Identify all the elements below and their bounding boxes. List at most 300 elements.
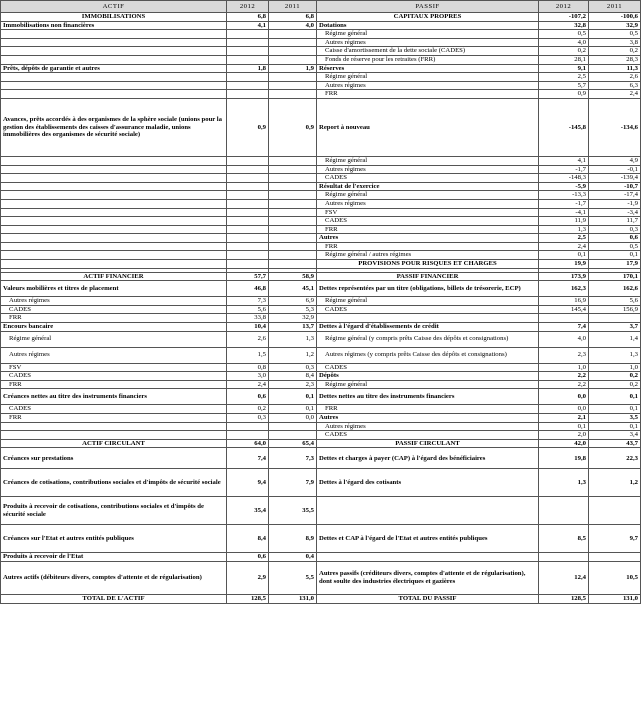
actif-label	[1, 422, 227, 431]
passif-label: Autres régimes	[317, 199, 539, 208]
passif-2011-value: -100,6	[589, 13, 641, 22]
actif-2011-value: 8,4	[269, 372, 317, 381]
passif-2012-value: 4,0	[539, 331, 589, 347]
passif-label: PASSIF FINANCIER	[317, 272, 539, 281]
passif-2011-value: 0,2	[589, 380, 641, 389]
actif-2011-value: 1,9	[269, 64, 317, 73]
table-row	[1, 199, 641, 208]
actif-2011-value: 5,5	[269, 561, 317, 594]
actif-2012-value: 7,4	[227, 448, 269, 469]
passif-2011-value: 0,1	[589, 405, 641, 414]
passif-2012-value: 2,2	[539, 372, 589, 381]
actif-2012-value: 4,1	[227, 21, 269, 30]
actif-2011-value: 1,3	[269, 331, 317, 347]
passif-2012-value	[539, 553, 589, 562]
passif-2012-value: 28,1	[539, 55, 589, 64]
table-row	[1, 182, 641, 191]
passif-2012-value: 2,0	[539, 431, 589, 440]
actif-2011-value	[269, 251, 317, 260]
passif-2012-value: 12,4	[539, 561, 589, 594]
actif-2012-value	[227, 217, 269, 226]
passif-label: Régime général	[317, 380, 539, 389]
actif-2011-value: 6,8	[269, 13, 317, 22]
actif-label: FRR	[1, 314, 227, 323]
table-row	[1, 98, 641, 156]
passif-label: Dettes nettes au titre des instruments financiers	[317, 389, 539, 405]
actif-2011-value: 7,3	[269, 448, 317, 469]
table-row	[1, 323, 641, 332]
actif-2011-value: 0,1	[269, 405, 317, 414]
actif-label	[1, 174, 227, 183]
table-row	[1, 372, 641, 381]
passif-2012-value: 4,0	[539, 38, 589, 47]
actif-2012-value	[227, 81, 269, 90]
actif-label: FRR	[1, 414, 227, 423]
actif-2012-value: 3,0	[227, 372, 269, 381]
passif-label: CADES	[317, 363, 539, 372]
actif-2012-value: 0,8	[227, 363, 269, 372]
actif-2012-value: 1,8	[227, 64, 269, 73]
actif-2012-value	[227, 38, 269, 47]
actif-2012-value: 5,6	[227, 305, 269, 314]
passif-2011-value: 11,7	[589, 217, 641, 226]
actif-label	[1, 47, 227, 56]
actif-2011-value: 35,5	[269, 497, 317, 525]
actif-2012-value	[227, 225, 269, 234]
actif-label	[1, 90, 227, 99]
table-row	[1, 55, 641, 64]
passif-label: Dettes et charges à payer (CAP) à l'égard des bénéficiaires	[317, 448, 539, 469]
actif-2012-value: 1,5	[227, 347, 269, 363]
passif-2011-value: -1,9	[589, 199, 641, 208]
passif-2012-value: 0,0	[539, 389, 589, 405]
actif-label: Immobilisations non financières	[1, 21, 227, 30]
actif-label: Autres régimes	[1, 297, 227, 306]
actif-2012-value: 2,9	[227, 561, 269, 594]
header-actif-2012: 2012	[227, 1, 269, 13]
passif-label: Dépôts	[317, 372, 539, 381]
actif-2012-value: 9,4	[227, 469, 269, 497]
passif-2011-value: 10,5	[589, 561, 641, 594]
actif-label: Prêts, dépôts de garantie et autres	[1, 64, 227, 73]
passif-2012-value: 4,1	[539, 156, 589, 165]
actif-label: CADES	[1, 405, 227, 414]
actif-2011-value	[269, 73, 317, 82]
passif-label: PASSIF CIRCULANT	[317, 439, 539, 448]
actif-2011-value	[269, 191, 317, 200]
actif-2012-value: 6,8	[227, 13, 269, 22]
actif-label	[1, 225, 227, 234]
actif-2011-value	[269, 242, 317, 251]
table-row	[1, 73, 641, 82]
passif-2012-value: 0,9	[539, 90, 589, 99]
passif-2011-value: 0,2	[589, 372, 641, 381]
table-row	[1, 234, 641, 243]
table-row	[1, 469, 641, 497]
passif-2012-value: 32,8	[539, 21, 589, 30]
actif-2011-value	[269, 260, 317, 269]
passif-label: CADES	[317, 174, 539, 183]
actif-label	[1, 165, 227, 174]
actif-label	[1, 431, 227, 440]
passif-2012-value: 2,3	[539, 347, 589, 363]
table-row	[1, 431, 641, 440]
table-row	[1, 90, 641, 99]
actif-label: Créances nettes au titre des instruments financiers	[1, 389, 227, 405]
table-row	[1, 363, 641, 372]
passif-2011-value: 5,6	[589, 297, 641, 306]
table-row	[1, 251, 641, 260]
table-row	[1, 13, 641, 22]
passif-2011-value: 170,1	[589, 272, 641, 281]
passif-2012-value: 145,4	[539, 305, 589, 314]
passif-2012-value: -5,9	[539, 182, 589, 191]
passif-label: Dettes à l'égard des cotisants	[317, 469, 539, 497]
actif-label: TOTAL DE L'ACTIF	[1, 594, 227, 603]
actif-label	[1, 242, 227, 251]
header-actif-2011: 2011	[269, 1, 317, 13]
passif-2012-value: 9,1	[539, 64, 589, 73]
actif-2012-value	[227, 242, 269, 251]
passif-2012-value: -1,7	[539, 199, 589, 208]
passif-label: Autres passifs (créditeurs divers, comptes d'attente et de régularisation), dont soulte des industries électriques et gazières	[317, 561, 539, 594]
actif-2011-value	[269, 225, 317, 234]
passif-label: Dettes et CAP à l'égard de l'Etat et autres entités publiques	[317, 525, 539, 553]
passif-label: Autres	[317, 234, 539, 243]
table-row	[1, 297, 641, 306]
actif-2012-value: 8,4	[227, 525, 269, 553]
actif-2011-value: 2,3	[269, 380, 317, 389]
actif-2011-value	[269, 90, 317, 99]
actif-2012-value: 57,7	[227, 272, 269, 281]
passif-2011-value	[589, 497, 641, 525]
passif-2011-value: -3,4	[589, 208, 641, 217]
table-row	[1, 561, 641, 594]
passif-2012-value: 1,3	[539, 225, 589, 234]
passif-2011-value: -139,4	[589, 174, 641, 183]
actif-label	[1, 208, 227, 217]
passif-label: PROVISIONS POUR RISQUES ET CHARGES	[317, 260, 539, 269]
passif-2011-value: 28,3	[589, 55, 641, 64]
passif-2012-value: -1,7	[539, 165, 589, 174]
actif-2012-value	[227, 90, 269, 99]
passif-label: Régime général / autres régimes	[317, 251, 539, 260]
actif-2012-value: 7,3	[227, 297, 269, 306]
passif-2012-value: 2,4	[539, 242, 589, 251]
actif-2012-value	[227, 30, 269, 39]
passif-2011-value: 22,3	[589, 448, 641, 469]
passif-2012-value: 1,3	[539, 469, 589, 497]
actif-label	[1, 260, 227, 269]
actif-2011-value	[269, 38, 317, 47]
table-row	[1, 525, 641, 553]
passif-label: CADES	[317, 217, 539, 226]
actif-2012-value	[227, 260, 269, 269]
actif-label: Encours bancaire	[1, 323, 227, 332]
actif-label: Créances sur prestations	[1, 448, 227, 469]
passif-2012-value: 42,0	[539, 439, 589, 448]
header-passif-2012: 2012	[539, 1, 589, 13]
actif-2011-value: 65,4	[269, 439, 317, 448]
passif-label: Autres régimes	[317, 81, 539, 90]
passif-2011-value: 3,5	[589, 414, 641, 423]
table-row	[1, 314, 641, 323]
actif-2012-value	[227, 73, 269, 82]
passif-2011-value: 0,5	[589, 242, 641, 251]
actif-label: Régime général	[1, 331, 227, 347]
actif-2011-value	[269, 156, 317, 165]
actif-2011-value	[269, 208, 317, 217]
passif-label: CADES	[317, 431, 539, 440]
actif-2012-value	[227, 431, 269, 440]
passif-2011-value	[589, 553, 641, 562]
passif-2012-value: -145,8	[539, 98, 589, 156]
passif-2011-value: 32,9	[589, 21, 641, 30]
passif-label	[317, 314, 539, 323]
actif-2011-value: 45,1	[269, 281, 317, 297]
actif-2011-value	[269, 431, 317, 440]
actif-label	[1, 234, 227, 243]
table-row	[1, 260, 641, 269]
passif-2012-value: -148,3	[539, 174, 589, 183]
actif-2012-value: 2,6	[227, 331, 269, 347]
actif-label: FRR	[1, 380, 227, 389]
passif-2011-value: 131,0	[589, 594, 641, 603]
table-row	[1, 47, 641, 56]
table-row	[1, 156, 641, 165]
passif-2012-value: 8,5	[539, 525, 589, 553]
passif-2012-value: 0,0	[539, 405, 589, 414]
actif-label: Créances sur l'Etat et autres entités publiques	[1, 525, 227, 553]
actif-2011-value	[269, 182, 317, 191]
passif-2012-value: -107,2	[539, 13, 589, 22]
table-row	[1, 380, 641, 389]
passif-label: FRR	[317, 405, 539, 414]
actif-2011-value: 32,9	[269, 314, 317, 323]
actif-2012-value: 0,6	[227, 389, 269, 405]
passif-2011-value: -17,4	[589, 191, 641, 200]
actif-2012-value	[227, 208, 269, 217]
passif-2011-value: 6,3	[589, 81, 641, 90]
passif-label: FRR	[317, 242, 539, 251]
passif-label: Régime général	[317, 297, 539, 306]
passif-label: Caisse d'amortissement de la dette sociale (CADES)	[317, 47, 539, 56]
table-row	[1, 422, 641, 431]
passif-label: Dettes représentées par un titre (obligations, billets de trésorerie, ECP)	[317, 281, 539, 297]
header-actif: ACTIF	[1, 1, 227, 13]
table-row	[1, 347, 641, 363]
passif-label	[317, 553, 539, 562]
table-row	[1, 405, 641, 414]
passif-2012-value: 2,5	[539, 73, 589, 82]
actif-2012-value	[227, 182, 269, 191]
actif-2012-value: 46,8	[227, 281, 269, 297]
passif-2011-value: 0,3	[589, 225, 641, 234]
table-row	[1, 281, 641, 297]
actif-2012-value	[227, 47, 269, 56]
passif-2012-value: 2,1	[539, 414, 589, 423]
passif-2012-value: 16,9	[539, 297, 589, 306]
actif-2012-value	[227, 156, 269, 165]
passif-label: FRR	[317, 90, 539, 99]
actif-2012-value	[227, 191, 269, 200]
passif-2011-value: -0,1	[589, 165, 641, 174]
actif-2012-value	[227, 165, 269, 174]
header-passif: PASSIF	[317, 1, 539, 13]
actif-2011-value	[269, 422, 317, 431]
actif-2012-value: 64,0	[227, 439, 269, 448]
passif-2011-value: 0,1	[589, 422, 641, 431]
table-row	[1, 191, 641, 200]
actif-2011-value	[269, 217, 317, 226]
actif-2011-value: 4,0	[269, 21, 317, 30]
passif-label: Réserves	[317, 64, 539, 73]
passif-2012-value: 7,4	[539, 323, 589, 332]
actif-label	[1, 73, 227, 82]
actif-label	[1, 217, 227, 226]
passif-2012-value: 0,1	[539, 422, 589, 431]
actif-label: FSV	[1, 363, 227, 372]
passif-2012-value: 0,5	[539, 30, 589, 39]
table-row	[1, 448, 641, 469]
actif-2012-value: 2,4	[227, 380, 269, 389]
passif-label: Régime général (y compris prêts Caisse des dépôts et consignations)	[317, 331, 539, 347]
actif-2012-value	[227, 234, 269, 243]
passif-2011-value: 1,0	[589, 363, 641, 372]
actif-label	[1, 55, 227, 64]
actif-2011-value	[269, 234, 317, 243]
passif-2012-value: 11,9	[539, 217, 589, 226]
header-passif-2011: 2011	[589, 1, 641, 13]
passif-2011-value: 2,4	[589, 90, 641, 99]
actif-label: Créances de cotisations, contributions sociales et d'impôts de sécurité sociale	[1, 469, 227, 497]
actif-2011-value: 5,3	[269, 305, 317, 314]
table-row	[1, 553, 641, 562]
actif-label	[1, 251, 227, 260]
passif-label: Autres régimes (y compris prêts Caisse des dépôts et consignations)	[317, 347, 539, 363]
actif-2011-value: 0,3	[269, 363, 317, 372]
actif-2012-value: 35,4	[227, 497, 269, 525]
passif-label: Report à nouveau	[317, 98, 539, 156]
actif-label	[1, 30, 227, 39]
actif-2011-value: 1,2	[269, 347, 317, 363]
actif-label: Produits à recevoir de l'Etat	[1, 553, 227, 562]
passif-label	[317, 497, 539, 525]
table-row	[1, 331, 641, 347]
passif-2011-value: 4,9	[589, 156, 641, 165]
actif-2011-value: 0,1	[269, 389, 317, 405]
passif-label: Autres régimes	[317, 422, 539, 431]
passif-2011-value: 0,6	[589, 234, 641, 243]
passif-2012-value: 1,0	[539, 363, 589, 372]
table-row	[1, 64, 641, 73]
passif-2011-value: 0,5	[589, 30, 641, 39]
passif-2011-value: 2,6	[589, 73, 641, 82]
actif-label: ACTIF CIRCULANT	[1, 439, 227, 448]
actif-2011-value	[269, 30, 317, 39]
passif-2012-value: 128,5	[539, 594, 589, 603]
passif-label: Résultat de l'exercice	[317, 182, 539, 191]
actif-2011-value: 8,9	[269, 525, 317, 553]
table-row	[1, 38, 641, 47]
passif-2011-value: 17,9	[589, 260, 641, 269]
passif-label: Régime général	[317, 191, 539, 200]
passif-2011-value: 0,1	[589, 251, 641, 260]
actif-label: IMMOBILISATIONS	[1, 13, 227, 22]
passif-label: CADES	[317, 305, 539, 314]
actif-label	[1, 191, 227, 200]
actif-2012-value: 0,6	[227, 553, 269, 562]
table-row	[1, 439, 641, 448]
passif-label: Régime général	[317, 30, 539, 39]
passif-label: Fonds de réserve pour les retraites (FRR)	[317, 55, 539, 64]
passif-2012-value: 19,9	[539, 260, 589, 269]
header-row	[1, 1, 641, 13]
passif-label: FSV	[317, 208, 539, 217]
actif-2011-value: 58,9	[269, 272, 317, 281]
passif-2011-value: 3,7	[589, 323, 641, 332]
actif-label	[1, 156, 227, 165]
passif-2011-value: 11,3	[589, 64, 641, 73]
passif-label: Dotations	[317, 21, 539, 30]
passif-2012-value	[539, 497, 589, 525]
actif-2011-value: 0,4	[269, 553, 317, 562]
passif-2011-value: 1,3	[589, 347, 641, 363]
actif-2012-value: 0,2	[227, 405, 269, 414]
actif-2012-value: 10,4	[227, 323, 269, 332]
actif-2011-value	[269, 165, 317, 174]
passif-2012-value: 0,2	[539, 47, 589, 56]
passif-label: Régime général	[317, 73, 539, 82]
table-row	[1, 242, 641, 251]
passif-2011-value: 0,2	[589, 47, 641, 56]
actif-2011-value	[269, 81, 317, 90]
passif-2011-value	[589, 314, 641, 323]
passif-2012-value: 0,1	[539, 251, 589, 260]
table-row	[1, 81, 641, 90]
table-row	[1, 389, 641, 405]
passif-2011-value: 9,7	[589, 525, 641, 553]
actif-2011-value	[269, 199, 317, 208]
passif-2011-value: -10,7	[589, 182, 641, 191]
passif-2011-value: 43,7	[589, 439, 641, 448]
passif-2011-value: 1,4	[589, 331, 641, 347]
passif-2011-value: 162,6	[589, 281, 641, 297]
actif-label: ACTIF FINANCIER	[1, 272, 227, 281]
actif-2011-value: 0,9	[269, 98, 317, 156]
actif-2011-value: 131,0	[269, 594, 317, 603]
passif-2012-value: 5,7	[539, 81, 589, 90]
table-row	[1, 165, 641, 174]
passif-2012-value	[539, 314, 589, 323]
table-row	[1, 21, 641, 30]
passif-2012-value: 2,2	[539, 380, 589, 389]
table-row	[1, 497, 641, 525]
passif-2011-value: 3,8	[589, 38, 641, 47]
actif-2012-value	[227, 422, 269, 431]
actif-2012-value	[227, 55, 269, 64]
actif-2011-value: 6,9	[269, 297, 317, 306]
total-row	[1, 594, 641, 603]
actif-label	[1, 38, 227, 47]
passif-label: Dettes à l'égard d'établissements de crédit	[317, 323, 539, 332]
actif-label: CADES	[1, 305, 227, 314]
table-row	[1, 208, 641, 217]
actif-2011-value: 7,9	[269, 469, 317, 497]
actif-2012-value: 33,8	[227, 314, 269, 323]
passif-2012-value: 173,9	[539, 272, 589, 281]
passif-label: Autres régimes	[317, 165, 539, 174]
